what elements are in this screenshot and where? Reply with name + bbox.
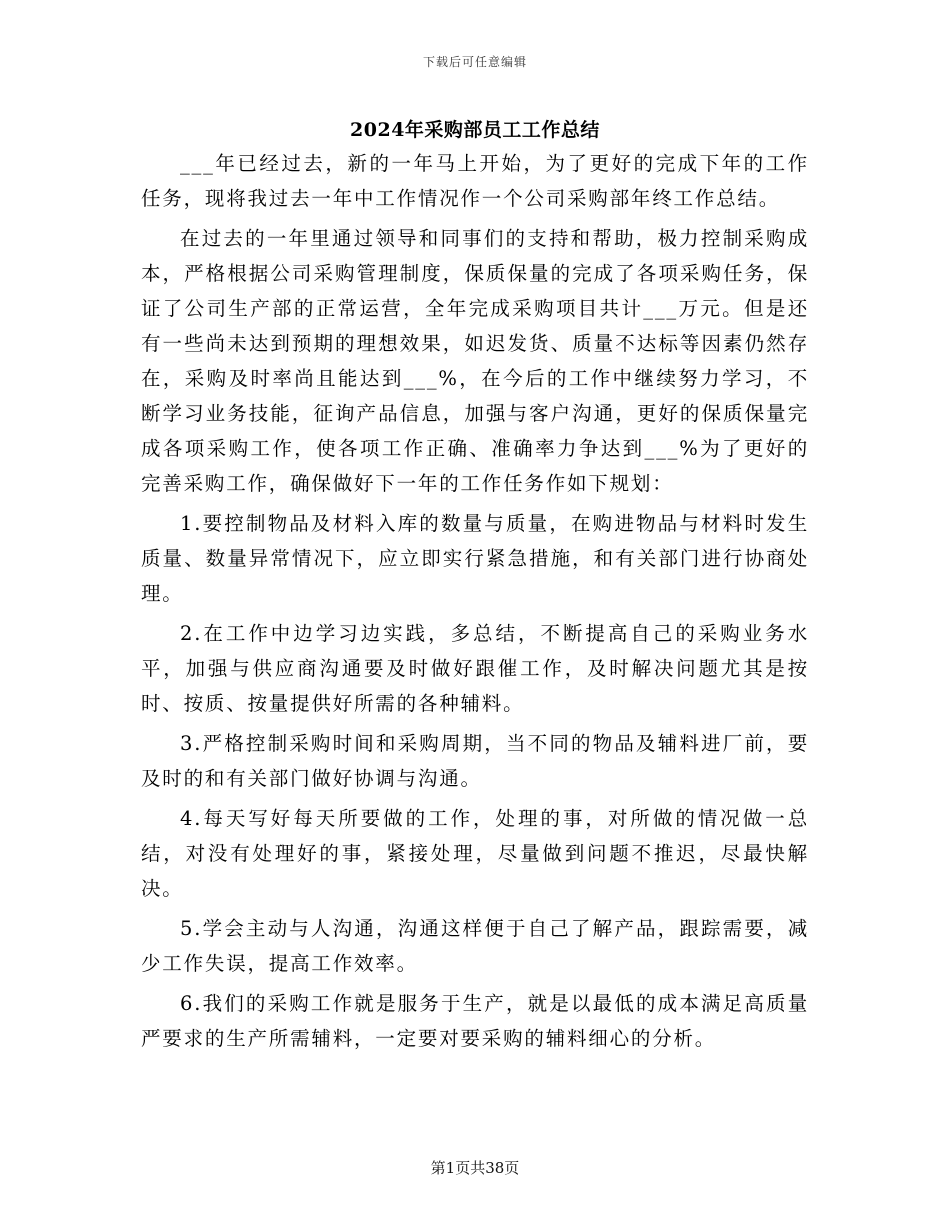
document-body [141, 146, 809, 1056]
plan-item-4: 4.每天写好每天所要做的工作，处理的事，对所做的情况做一总结，对没有处理好的事，紧接处理，尽量做到问题不推迟，尽最快解决。 [141, 807, 809, 900]
plan-item-2: 2.在工作中边学习边实践，多总结，不断提高自己的采购业务水平，加强与供应商沟通要及时做好跟催工作，及时解决问题尤其是按时、按质、按量提供好所需的各种辅料。 [141, 622, 809, 715]
paragraph-intro: ___年已经过去，新的一年马上开始，为了更好的完成下年的工作任务，现将我过去一年中工作情况作一个公司采购部年终工作总结。 [141, 152, 809, 210]
page-number-footer: 第1页共38页 [430, 1159, 520, 1177]
plan-item-3: 3.严格控制采购时间和采购周期，当不同的物品及辅料进厂前，要及时的和有关部门做好协调与沟通。 [141, 732, 809, 790]
paragraph-summary: 在过去的一年里通过领导和同事们的支持和帮助，极力控制采购成本，严格根据公司采购管理制度，保质保量的完成了各项采购任务，保证了公司生产部的正常运营，全年完成采购项目共计___万元。但是还有一些尚未达到预期的理想效果，如迟发货、质量不达标等因素仍然存在，采购及时率尚且能达到___%，在今后的工作中继续努力学习，不断学习业务技能，征询产品信息，加强与客户沟通，更好的保质保量完成各项采购工作，使各项工作正确、准确率力争达到___%为了更好的完善采购工作，确保做好下一年的工作任务作如下规划： [141, 227, 809, 495]
plan-item-5: 5.学会主动与人沟通，沟通这样便于自己了解产品，跟踪需要，减少工作失误，提高工作效率。 [141, 917, 809, 975]
plan-item-6: 6.我们的采购工作就是服务于生产，就是以最低的成本满足高质量严要求的生产所需辅料，一定要对要采购的辅料细心的分析。 [141, 992, 809, 1050]
document-title: 2024年采购部员工工作总结 [350, 119, 600, 141]
header-note: 下载后可任意编辑 [422, 55, 527, 69]
plan-item-1: 1.要控制物品及材料入库的数量与质量，在购进物品与材料时发生质量、数量异常情况下，应立即实行紧急措施，和有关部门进行协商处理。 [141, 512, 809, 605]
